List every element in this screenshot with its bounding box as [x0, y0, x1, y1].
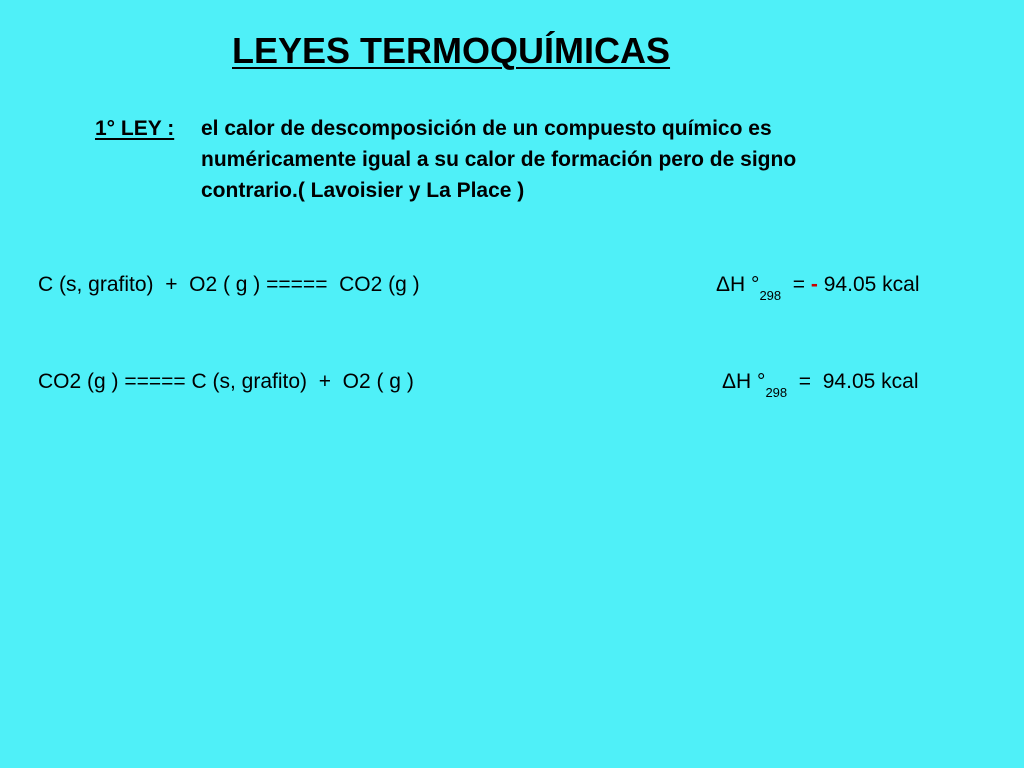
equals-sign: =: [781, 273, 811, 296]
enthalpy-value: 94.05 kcal: [817, 273, 920, 296]
delta-h-symbol: ΔH °: [716, 273, 760, 296]
enthalpy-decomposition: [722, 370, 918, 400]
slide-title: LEYES TERMOQUÍMICAS: [232, 30, 671, 71]
first-law-line-3: contrario.( Lavoisier y La Place ): [201, 179, 525, 202]
negative-sign: -: [810, 273, 818, 296]
temperature-subscript: 298: [765, 385, 788, 400]
reaction-formation: C (s, grafito) + O2 ( g ) ===== CO2 (g ): [38, 273, 420, 296]
first-law-label: 1° LEY :: [95, 117, 175, 140]
reaction-decomposition: CO2 (g ) ===== C (s, grafito) + O2 ( g ): [38, 370, 414, 393]
equals-sign: =: [787, 370, 823, 393]
temperature-subscript: 298: [759, 288, 782, 303]
enthalpy-value: 94.05 kcal: [822, 370, 919, 393]
first-law-text: [201, 113, 961, 206]
delta-h-symbol: ΔH °: [722, 370, 766, 393]
first-law-line-1: el calor de descomposición de un compuesto químico es: [201, 117, 772, 140]
first-law-line-2: numéricamente igual a su calor de formación pero de signo: [201, 148, 797, 171]
enthalpy-formation: [716, 273, 920, 303]
